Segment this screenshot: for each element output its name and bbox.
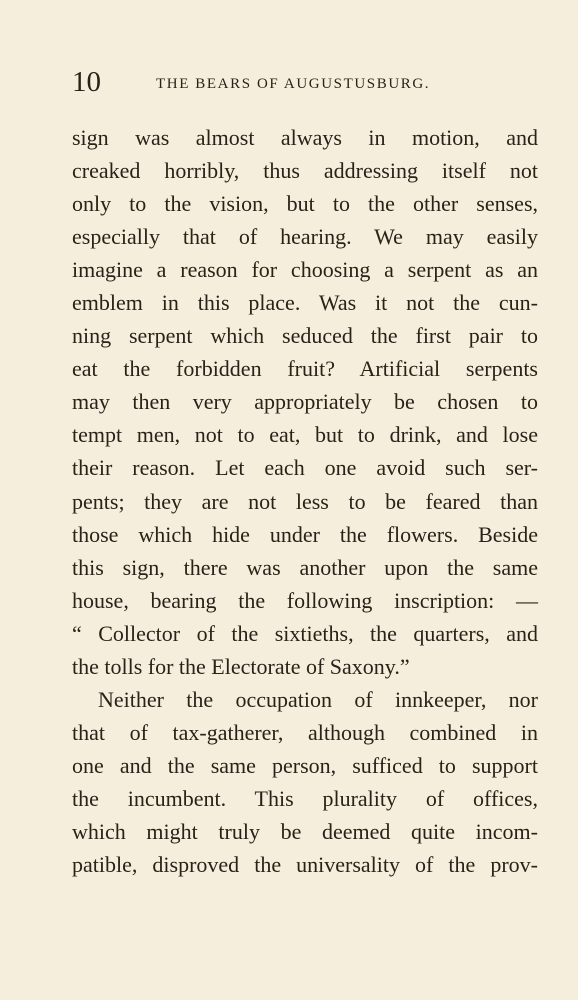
text-line: emblem in this place. Was it not the cun-: [72, 290, 538, 316]
body-text: [72, 121, 538, 881]
text-line: that of tax-gatherer, although combined in: [72, 719, 538, 745]
text-line: tempt men, not to eat, but to drink, and lose: [72, 422, 538, 448]
text-line: only to the vision, but to the other senses,: [72, 191, 538, 217]
text-line: eat the forbidden fruit? Artificial serpents: [72, 356, 538, 382]
text-line: which might truly be deemed quite incom-: [72, 818, 538, 844]
text-line: their reason. Let each one avoid such ser-: [72, 455, 538, 481]
text-line: one and the same person, sufficed to support: [72, 752, 538, 778]
text-line: the tolls for the Electorate of Saxony.”: [72, 653, 410, 679]
text-line: may then very appropriately be chosen to: [72, 389, 538, 415]
text-line: especially that of hearing. We may easily: [72, 224, 538, 250]
text-line: imagine a reason for choosing a serpent as an: [72, 257, 538, 283]
page-header: [72, 64, 542, 100]
text-line: the incumbent. This plurality of offices,: [72, 785, 538, 811]
text-line: “ Collector of the sixtieths, the quarters, and: [72, 620, 538, 646]
text-line: sign was almost always in motion, and: [72, 125, 538, 150]
text-line: house, bearing the following inscription: —: [72, 587, 538, 613]
text-line: pents; they are not less to be feared than: [72, 488, 538, 514]
text-line: this sign, there was another upon the same: [72, 554, 538, 580]
text-line: those which hide under the flowers. Beside: [72, 521, 538, 547]
running-title: THE BEARS OF AUGUSTUSBURG.: [156, 76, 431, 92]
text-line: creaked horribly, thus addressing itself not: [72, 158, 538, 184]
page-number: 10: [72, 66, 101, 98]
paragraph-start-line: Neither the occupation of innkeeper, nor: [98, 686, 538, 712]
text-line: patible, disproved the universality of the prov-: [72, 852, 538, 878]
text-line: ning serpent which seduced the first pair to: [72, 323, 538, 349]
